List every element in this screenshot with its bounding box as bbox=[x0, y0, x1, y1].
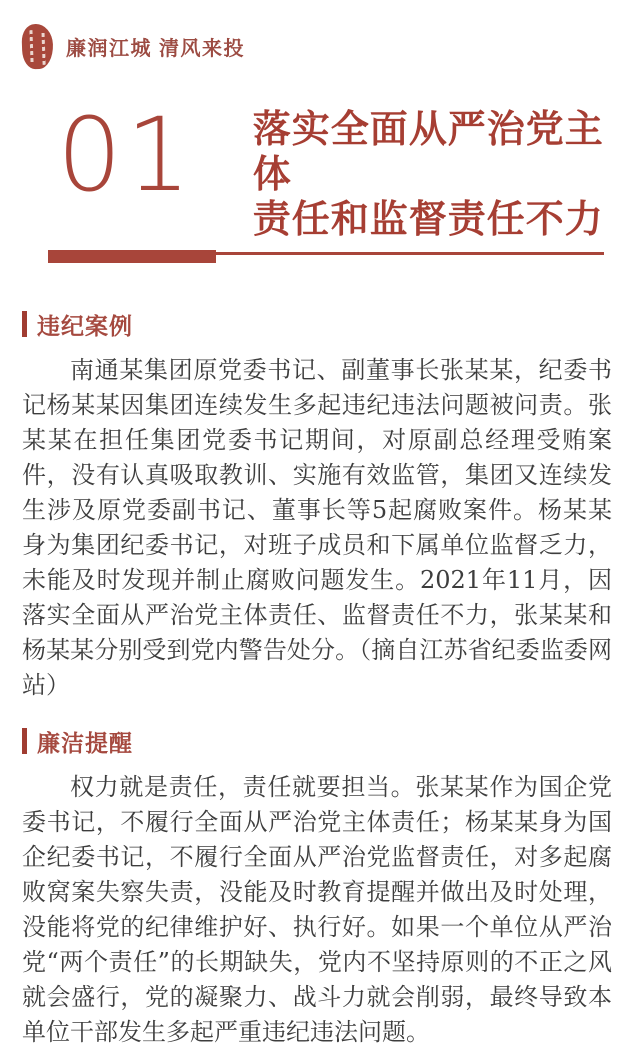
divider-thick-bar bbox=[48, 250, 216, 263]
heading-case-label: 违纪案例 bbox=[37, 312, 133, 339]
page-header bbox=[22, 0, 612, 66]
section-number: 01 bbox=[57, 96, 195, 215]
heading-accent-bar bbox=[22, 728, 27, 754]
heading-case bbox=[22, 310, 612, 338]
brand-slogan: 廉润江城 清风来投 bbox=[66, 38, 246, 60]
seal-stamp-icon bbox=[21, 23, 54, 69]
heading-reminder bbox=[22, 727, 612, 755]
section-title-line1: 落实全面从严治党主体 bbox=[252, 109, 604, 196]
reminder-paragraph: 权力就是责任，责任就要担当。张某某作为国企党委书记，不履行全面从严治党主体责任；杨某某身为国企纪委书记，不履行全面从严治党监督责任，对多起腐败窝案失察失责，没能及时教育提醒并做出及时处理，没能将党的纪律维护好、执行好。如果一个单位从严治党“两个责任”的长期缺失，党内不坚持原则的不正之风就会盛行，党的凝聚力、战斗力就会削弱，最终导致本单位干部发生多起严重违纪违法问题。 bbox=[22, 773, 612, 1046]
title-divider bbox=[22, 250, 612, 264]
hero-section bbox=[22, 96, 612, 243]
section-title-line2: 责任和监督责任不力 bbox=[252, 199, 604, 241]
heading-reminder-label: 廉洁提醒 bbox=[37, 729, 133, 756]
divider-thin-rule bbox=[216, 252, 604, 255]
section-title bbox=[253, 108, 612, 243]
heading-accent-bar bbox=[22, 311, 27, 337]
case-paragraph: 南通某集团原党委书记、副董事长张某某，纪委书记杨某某因集团连续发生多起违纪违法问题被问责。张某某在担任集团党委书记期间，对原副总经理受贿案件，没有认真吸取教训、实施有效监管，集团又连续发生涉及原党委副书记、董事长等5起腐败案件。杨某某身为集团纪委书记，对班子成员和下属单位监督乏力，未能及时发现并制止腐败问题发生。2021年11月，因落实全面从严治党主体责任、监督责任不力，张某某和杨某某分别受到党内警告处分。（摘自江苏省纪委监委网站） bbox=[22, 356, 612, 699]
